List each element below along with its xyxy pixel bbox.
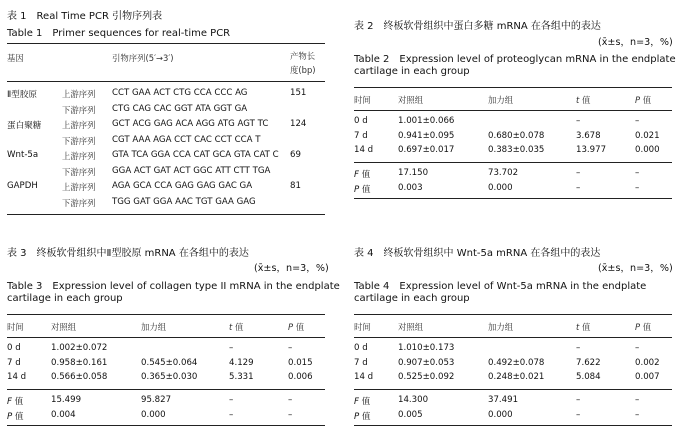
table-2-title-en-line2: cartilage in each group: [354, 66, 470, 77]
table4-row-time: 0 d: [354, 343, 368, 353]
table4-header-p-value: P 值: [635, 322, 652, 332]
table2-stat-control: 17.150: [398, 168, 429, 178]
table-1-header-seq: 引物序列(5′→3′): [112, 53, 174, 63]
table2-stat-loading: 0.000: [488, 183, 513, 193]
table-2-top-rule: [354, 87, 672, 88]
table2-stats-rule: [354, 162, 672, 163]
table2-row-t-value: 13.977: [576, 145, 607, 155]
table-4-unit: (x̄±s，n=3，%): [598, 263, 673, 274]
table4-header-control: 对照组: [398, 322, 424, 332]
table-1-direction: 下游序列: [62, 136, 96, 146]
table-1-sequence: CCT GAA ACT CTG CCA CCC AG: [112, 88, 248, 98]
table2-row-p-value: 0.021: [635, 131, 660, 141]
table4-row-p-value: –: [635, 343, 640, 353]
table2-row-control: 1.001±0.066: [398, 116, 455, 126]
table3-stat-control: 0.004: [51, 410, 76, 420]
table4-stat-p-value: –: [635, 395, 640, 405]
table-1-top-rule: [7, 43, 325, 44]
table2-header-rule: [354, 110, 672, 111]
table4-row-loading: 0.248±0.021: [488, 372, 545, 382]
table3-row-time: 14 d: [7, 372, 27, 382]
table-1-sequence: CTG CAG CAC GGT ATA GGT GA: [112, 104, 248, 114]
table3-header-loading: 加力组: [141, 322, 167, 332]
table3-row-time: 0 d: [7, 343, 21, 353]
table-3-unit: (x̄±s，n=3，%): [254, 263, 329, 274]
table4-row-t-value: –: [576, 343, 581, 353]
table-1-sequence: GTA TCA GGA CCA CAT GCA GTA CAT C: [112, 150, 279, 160]
table-2-title-cn: 表 2 终板软骨组织中蛋白多糖 mRNA 在各组中的表达: [354, 21, 601, 32]
table-1-gene-name: GAPDH: [7, 181, 38, 191]
table4-stat-control: 14.300: [398, 395, 429, 405]
table4-row-control: 0.525±0.092: [398, 372, 455, 382]
table-1-direction: 上游序列: [62, 182, 96, 192]
table4-stat-label: P 值: [354, 412, 371, 422]
table-2-title-en-line1: Table 2 Expression level of proteoglycan mRNA in the endplate: [354, 54, 676, 65]
table3-row-loading: 0.545±0.064: [141, 358, 198, 368]
table-1-gene-name: 蛋白聚糖: [7, 121, 42, 131]
table2-row-loading: 0.680±0.078: [488, 131, 545, 141]
table-1-title-en: Table 1 Primer sequences for real-time PCR: [7, 28, 231, 39]
table-1-product-size: 81: [290, 181, 301, 191]
table3-row-control: 1.002±0.072: [51, 343, 108, 353]
table3-stat-p-value: –: [288, 395, 293, 405]
table-4-title-en-line2: cartilage in each group: [354, 293, 470, 304]
table3-stat-label: P 值: [7, 412, 24, 422]
table3-stat-p-value: –: [288, 410, 293, 420]
table3-stat-t-value: –: [229, 410, 234, 420]
table3-header-rule: [7, 337, 325, 338]
table3-row-time: 7 d: [7, 358, 21, 368]
table3-stat-loading: 95.827: [141, 395, 172, 405]
table3-stat-t-value: –: [229, 395, 234, 405]
table-1-sequence: AGA GCA CCA GAG GAG GAC GA: [112, 181, 253, 191]
table3-header-control: 对照组: [51, 322, 77, 332]
table4-header-loading: 加力组: [488, 322, 514, 332]
table-1-gene-name: Ⅱ型胶原: [7, 90, 38, 100]
table2-stat-t-value: –: [576, 183, 581, 193]
table-3-title-en-line1: Table 3 Expression level of collagen type II mRNA in the endplate: [7, 281, 340, 292]
table-1-direction: 下游序列: [62, 105, 96, 115]
table4-row-p-value: 0.002: [635, 358, 660, 368]
table4-stat-p-value: –: [635, 410, 640, 420]
table4-stat-loading: 37.491: [488, 395, 519, 405]
table-1-sequence: TGG GAT GGA AAC TGT GAA GAG: [112, 197, 256, 207]
table-3-title-cn: 表 3 终板软骨组织中Ⅱ型胶原 mRNA 在各组中的表达: [7, 248, 249, 259]
table4-stat-t-value: –: [576, 410, 581, 420]
table3-row-control: 0.566±0.058: [51, 372, 108, 382]
table-1-direction: 上游序列: [62, 151, 96, 161]
table-1-sequence: GCT ACG GAG ACA AGG ATG AGT TC: [112, 119, 269, 129]
table-1-header-gene: 基因: [7, 53, 24, 63]
table-1-product-size: 69: [290, 150, 301, 160]
table3-stat-label: F 值: [7, 397, 24, 407]
table3-stats-rule: [7, 389, 325, 390]
table-1-direction: 下游序列: [62, 167, 96, 177]
table-2-unit: (x̄±s，n=3，%): [598, 37, 673, 48]
table4-row-time: 7 d: [354, 358, 368, 368]
table2-row-time: 14 d: [354, 145, 374, 155]
table3-stat-loading: 0.000: [141, 410, 166, 420]
table-1-header-size-line1: 产物长: [290, 51, 316, 61]
table4-row-control: 1.010±0.173: [398, 343, 455, 353]
table2-row-t-value: 3.678: [576, 131, 601, 141]
table4-stat-control: 0.005: [398, 410, 423, 420]
table3-stat-control: 15.499: [51, 395, 82, 405]
table4-row-time: 14 d: [354, 372, 374, 382]
table4-row-p-value: 0.007: [635, 372, 660, 382]
table-1-header-size-line2: 度(bp): [290, 65, 316, 75]
table2-header-p-value: P 值: [635, 95, 652, 105]
table2-stat-label: P 值: [354, 185, 371, 195]
table2-header-loading: 加力组: [488, 95, 514, 105]
table2-header-time: 时间: [354, 95, 371, 105]
table2-header-t-value: t 值: [576, 95, 591, 105]
table-1-direction: 上游序列: [62, 89, 96, 99]
table3-row-loading: 0.365±0.030: [141, 372, 198, 382]
table4-row-t-value: 5.084: [576, 372, 601, 382]
table3-bottom-rule: [7, 425, 325, 426]
table4-header-rule: [354, 337, 672, 338]
table3-row-t-value: –: [229, 343, 234, 353]
table2-row-t-value: –: [576, 116, 581, 126]
table3-row-t-value: 4.129: [229, 358, 254, 368]
table-1-title-cn: 表 1 Real Time PCR 引物序列表: [7, 11, 163, 22]
table2-row-time: 7 d: [354, 131, 368, 141]
table3-row-t-value: 5.331: [229, 372, 254, 382]
table2-row-control: 0.941±0.095: [398, 131, 455, 141]
table-1-header-rule: [7, 81, 325, 82]
table2-bottom-rule: [354, 198, 672, 199]
table2-row-loading: 0.383±0.035: [488, 145, 545, 155]
table-3-title-en-line2: cartilage in each group: [7, 293, 123, 304]
table4-stats-rule: [354, 389, 672, 390]
table-4-top-rule: [354, 314, 672, 315]
table-1-sequence: CGT AAA AGA CCT CAC CCT CCA T: [112, 135, 261, 145]
table-1-direction: 下游序列: [62, 198, 96, 208]
table-4-title-cn: 表 4 终板软骨组织中 Wnt-5a mRNA 在各组中的表达: [354, 248, 601, 259]
table2-stat-p-value: –: [635, 183, 640, 193]
table4-header-t-value: t 值: [576, 322, 591, 332]
table4-stat-label: F 值: [354, 397, 371, 407]
table-1-sequence: GGA ACT GAT ACT GGC ATT CTT TGA: [112, 166, 271, 176]
table2-stat-t-value: –: [576, 168, 581, 178]
table3-row-p-value: 0.015: [288, 358, 313, 368]
table2-row-control: 0.697±0.017: [398, 145, 455, 155]
table4-bottom-rule: [354, 425, 672, 426]
table3-row-p-value: –: [288, 343, 293, 353]
table2-stat-p-value: –: [635, 168, 640, 178]
table4-header-time: 时间: [354, 322, 371, 332]
table-1-product-size: 151: [290, 88, 307, 98]
table2-row-p-value: 0.000: [635, 145, 660, 155]
table3-header-t-value: t 值: [229, 322, 244, 332]
table2-row-time: 0 d: [354, 116, 368, 126]
table-3-top-rule: [7, 314, 325, 315]
table4-row-loading: 0.492±0.078: [488, 358, 545, 368]
table-1-bottom-rule: [7, 214, 325, 215]
table2-header-control: 对照组: [398, 95, 424, 105]
table2-stat-control: 0.003: [398, 183, 423, 193]
table3-row-p-value: 0.006: [288, 372, 313, 382]
table2-row-p-value: –: [635, 116, 640, 126]
table-1-direction: 上游序列: [62, 120, 96, 130]
table-1-gene-name: Wnt-5a: [7, 150, 39, 160]
table3-header-time: 时间: [7, 322, 24, 332]
table4-stat-loading: 0.000: [488, 410, 513, 420]
table2-stat-loading: 73.702: [488, 168, 519, 178]
table-1-product-size: 124: [290, 119, 307, 129]
table3-header-p-value: P 值: [288, 322, 305, 332]
table4-row-control: 0.907±0.053: [398, 358, 455, 368]
table-4-title-en-line1: Table 4 Expression level of Wnt-5a mRNA in the endplate: [354, 281, 647, 292]
table4-row-t-value: 7.622: [576, 358, 601, 368]
table3-row-control: 0.958±0.161: [51, 358, 108, 368]
table4-stat-t-value: –: [576, 395, 581, 405]
table2-stat-label: F 值: [354, 170, 371, 180]
